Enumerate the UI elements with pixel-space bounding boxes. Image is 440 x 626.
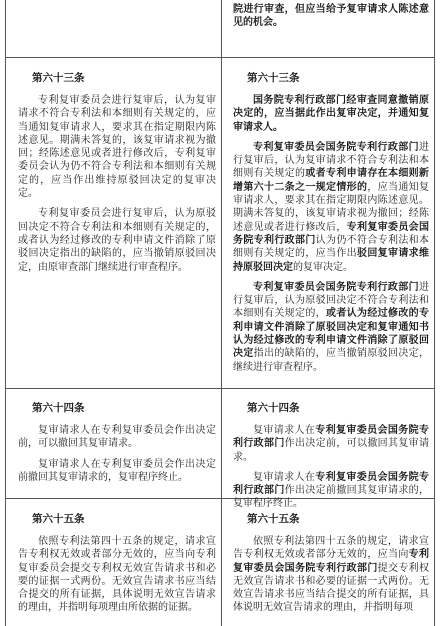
article-heading: 第六十五条 (32, 513, 85, 525)
article-64-new (233, 401, 429, 511)
comparison-table (5, 0, 435, 626)
article-64-old (18, 401, 216, 484)
paragraph: 依照专利法第四十五条的规定，请求宣告专利权无效或者部分无效的，应当向专利复审委员会国务院专利行政部门提交专利权无效宣告请求书和必要的证据一式两份。无效宣告请求书应当结合提交的所有证据，具体说明无效宣告请求的理由，并指明每项 (233, 536, 430, 614)
paragraph: 专利复审委员会国务院专利行政部门进行复审后，认为复审请求不符合专利法和本细则有关规定的或者专利申请存在本细则新增第六十二条之一规定情形的，应当通知复审请求人，要求其在指定期限内陈述意见。期满未答复的，该复审请求视为撤回；经陈述意见或者进行修改后，专利复审委员会国务院专利行政部门认为仍不符合专利法和本细则有关规定的，应当作出驳回复审请求维持原驳回决定的复审决定。 (233, 141, 430, 273)
paragraph: 专利复审委员会进行复审后，认为原驳回决定不符合专利法和本细则有关规定的，或者认为经过修改的专利申请文件消除了原驳回决定指出的缺陷的，应当撤销原驳回决定，由原审查部门继续进行审查程序。 (18, 208, 216, 273)
article-heading: 第六十五条 (247, 513, 300, 525)
paragraph: 复审请求人在专利复审委员会作出决定前撤回其复审请求的，复审程序终止。 (18, 458, 216, 483)
prev-row-right-cell (233, 3, 429, 30)
paragraph: 复审请求人在专利复审委员会作出决定前，可以撤回其复审请求。 (18, 425, 216, 450)
article-heading: 第六十三条 (32, 72, 85, 84)
paragraph: 复审请求人在专利复审委员会国务院专利行政部门作出决定前，可以撤回其复审请求。 (233, 425, 430, 463)
paragraph: 国务院专利行政部门经审查同意撤销原决定的，应当据此作出复审决定，并通知复审请求人。 (233, 95, 429, 133)
paragraph: 依照专利法第四十五条的规定，请求宣告专利权无效或者部分无效的，应当向专利复审委员会提交专利权无效宣告请求书和必要的证据一式两份。无效宣告请求书应当结合提交的所有证据，具体说明无效宣告请求的理由，并指明每项理由所依据的证据。 (18, 536, 216, 614)
article-65-new (233, 512, 429, 615)
article-63-new (233, 71, 429, 374)
article-65-old (18, 512, 216, 615)
paragraph: 专利复审委员会进行复审后，认为复审请求不符合专利法和本细则有关规定的，应当通知复审请求人，要求其在指定期限内陈述意见。期满未答复的，该复审请求视为撤回；经陈述意见或者进行修改后，专利复审委员会认为仍不符合专利法和本细则有关规定的，应当作出维持原驳回决定的复审决定。 (18, 95, 216, 200)
row-divider (6, 57, 434, 58)
row-divider (6, 388, 434, 389)
column-divider (221, 0, 222, 626)
article-heading: 第六十四条 (247, 402, 300, 414)
article-heading: 第六十三条 (247, 72, 300, 84)
article-63-old (18, 71, 216, 274)
paragraph: 复审请求人在专利复审委员会国务院专利行政部门作出决定前撤回其复审请求的，复审程序终止。 (233, 471, 430, 510)
paragraph: 专利复审委员会国务院专利行政部门进行复审后，认为原驳回决定不符合专利法和本细则有关规定的，或者认为经过修改的专利申请文件消除了原驳回决定和复审通知书认为经过修改的专利申请文件消除了原驳回决定指出的缺陷的，应当撤销原驳回决定，继续进行审查程序。 (233, 281, 430, 373)
article-heading: 第六十四条 (32, 402, 85, 414)
continuation-text: 院进行审查，但应当给予复审请求人陈述意见的机会。 (233, 4, 429, 29)
